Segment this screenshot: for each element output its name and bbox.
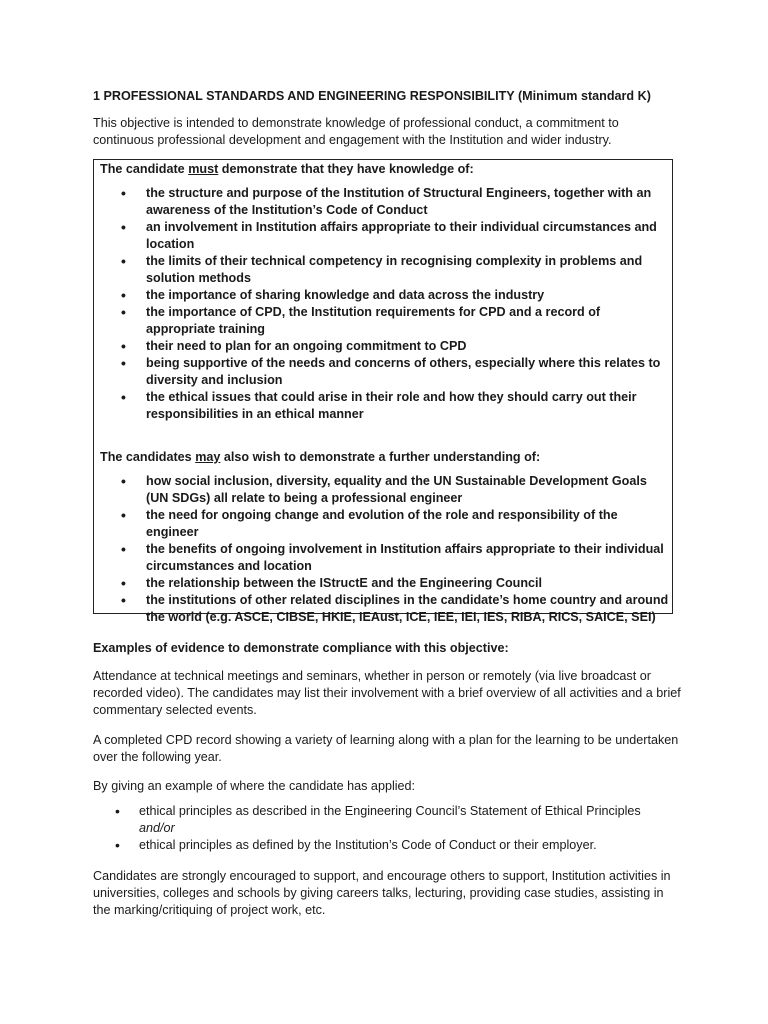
evidence-item-1: • ethical principles as described in the Engineering Council’s Statement of Ethical Principles [93,803,683,820]
may-title [100,449,540,466]
may-item: • the need for ongoing change and evolution of the role and responsibility of the engineer [94,507,669,541]
may-list [94,473,669,626]
must-item: • the limits of their technical competency in recognising complexity in problems and solution methods [94,253,669,287]
must-title-pre: The candidate [100,162,189,176]
requirements-box [93,159,673,624]
must-item: • the importance of CPD, the Institution requirements for CPD and a record of appropriate training [94,304,669,338]
must-list [94,185,669,423]
section-heading: 1 PROFESSIONAL STANDARDS AND ENGINEERING RESPONSIBILITY (Minimum standard K) [93,89,651,103]
closing-paragraph: Candidates are strongly encouraged to support, and encourage others to support, Institution activities in universities, colleges and schools by giving careers talks, lecturing, providing case studies, assisting in the marking/critiquing of project work, etc. [93,869,671,917]
may-item: • the benefits of ongoing involvement in Institution affairs appropriate to their individual circumstances and location [94,541,669,575]
evidence-paragraph-1: Attendance at technical meetings and seminars, whether in person or remotely (via live broadcast or recorded video). The candidates may list their involvement with a brief overview of all activities and a brief commentary selected events. [93,669,681,717]
evidence-paragraph-2: A completed CPD record showing a variety of learning along with a plan for the learning to be undertaken over the following year. [93,733,679,764]
must-title-emph: must [188,162,219,176]
evidence-list [93,803,683,854]
evidence-title: Examples of evidence to demonstrate compliance with this objective: [93,641,509,655]
and-or-label: and/or [139,821,175,835]
may-item: • the institutions of other related disciplines in the candidate’s home country and around the world (e.g. ASCE, CIBSE, HKIE, IEAust, ICE, IEE, IEI, IES, RIBA, RICS, SAICE, SEI) [94,592,669,626]
must-title-post: demonstrate that they have knowledge of: [218,162,474,176]
may-title-emph: may [195,450,221,464]
intro-paragraph: This objective is intended to demonstrate knowledge of professional conduct, a commitment to continuous professional development and engagement with the Institution and wider industry. [93,116,619,147]
must-item: • their need to plan for an ongoing commitment to CPD [94,338,669,355]
evidence-item-2: • ethical principles as defined by the Institution’s Code of Conduct or their employer. [93,837,683,854]
must-item: • the structure and purpose of the Institution of Structural Engineers, together with an awareness of the Institution’s Code of Conduct [94,185,669,219]
may-item: • how social inclusion, diversity, equality and the UN Sustainable Development Goals (UN SDGs) all relate to being a professional engineer [94,473,669,507]
may-title-post: also wish to demonstrate a further understanding of: [220,450,541,464]
may-title-pre: The candidates [100,450,196,464]
must-item: • the ethical issues that could arise in their role and how they should carry out their responsibilities in an ethical manner [94,389,669,423]
must-item: • being supportive of the needs and concerns of others, especially where this relates to diversity and inclusion [94,355,669,389]
must-item: • an involvement in Institution affairs appropriate to their individual circumstances and location [94,219,669,253]
must-title [100,161,474,178]
evidence-paragraph-3: By giving an example of where the candidate has applied: [93,779,416,793]
may-item: • the relationship between the IStructE and the Engineering Council [94,575,669,592]
must-item: • the importance of sharing knowledge and data across the industry [94,287,669,304]
